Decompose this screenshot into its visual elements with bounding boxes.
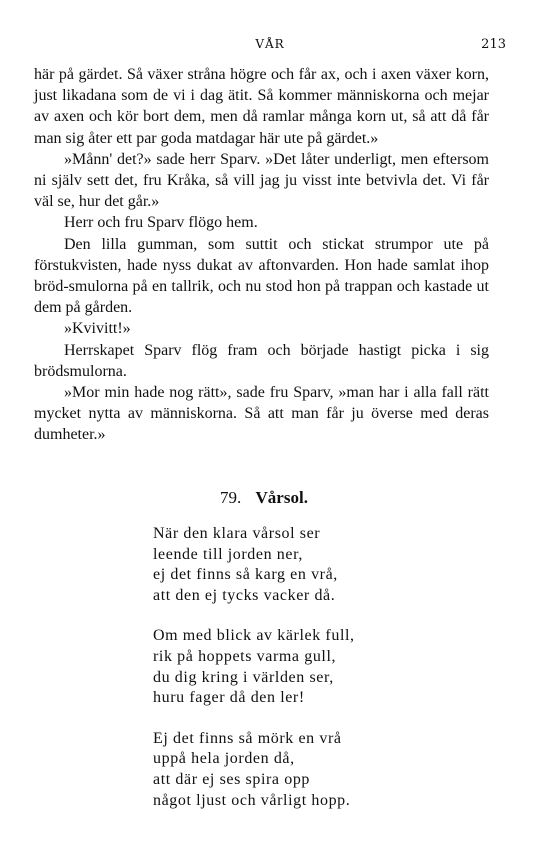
- poem-heading: [0, 488, 528, 508]
- stanza: [153, 626, 355, 708]
- poem-line: Ej det finns så mörk en vrå: [153, 729, 342, 747]
- stanza: [153, 524, 355, 606]
- poem-number: 79.: [220, 488, 242, 507]
- page-number: 213: [481, 37, 506, 52]
- page-header: [34, 37, 506, 55]
- poem-line: att där ej ses spira opp: [153, 770, 311, 788]
- paragraph: »Kvivitt!»: [64, 320, 131, 338]
- poem-line: något ljust och vårligt hopp.: [153, 791, 351, 809]
- poem-line: huru fager då den ler!: [153, 689, 305, 707]
- paragraph: »Månn' det?» sade herr Sparv. »Det låter underligt, men eftersom ni själv sett det, fru Kråka, så vill jag ju visst inte betvivla det. Vi får väl se, hur det går.»: [34, 150, 489, 211]
- paragraph: Herr och fru Sparv flögo hem.: [64, 214, 258, 232]
- poem: [153, 524, 355, 831]
- poem-line: leende till jorden ner,: [153, 545, 303, 563]
- poem-line: uppå hela jorden då,: [153, 750, 295, 768]
- poem-line: rik på hoppets varma gull,: [153, 647, 337, 665]
- running-head: VÅR: [255, 37, 285, 51]
- poem-line: När den klara vårsol ser: [153, 525, 321, 542]
- poem-title: Vårsol.: [255, 488, 308, 507]
- paragraph: Herrskapet Sparv flög fram och började hastigt picka i sig brödsmulorna.: [34, 341, 489, 380]
- stanza: [153, 729, 355, 811]
- prose-text: [34, 64, 489, 446]
- paragraph: Den lilla gumman, som suttit och stickat strumpor ute på förstukvisten, hade nyss dukat av aftonvarden. Hon hade samlat ihop bröd-smulorna på en tallrik, och nu stod hon på trappan och kastade ut dem på gården.: [34, 235, 489, 317]
- paragraph: »Mor min hade nog rätt», sade fru Sparv, »man har i alla fall rätt mycket nytta av människorna. Så att man får ju överse med deras dumheter.»: [34, 384, 489, 444]
- poem-line: att den ej tycks vacker då.: [153, 586, 336, 604]
- paragraph: här på gärdet. Så växer stråna högre och får ax, och i axen växer korn, just likadana som de vi i dag ätit. Så kommer människorna och mejar av axen och kör bort dem, men då ramlar många korn ut, så att då får man sig åter ett par goda matdagar här ute på gärdet.»: [34, 66, 489, 147]
- poem-line: ej det finns så karg en vrå,: [153, 566, 338, 584]
- poem-line: du dig kring i världen ser,: [153, 668, 334, 686]
- poem-line: Om med blick av kärlek full,: [153, 627, 355, 645]
